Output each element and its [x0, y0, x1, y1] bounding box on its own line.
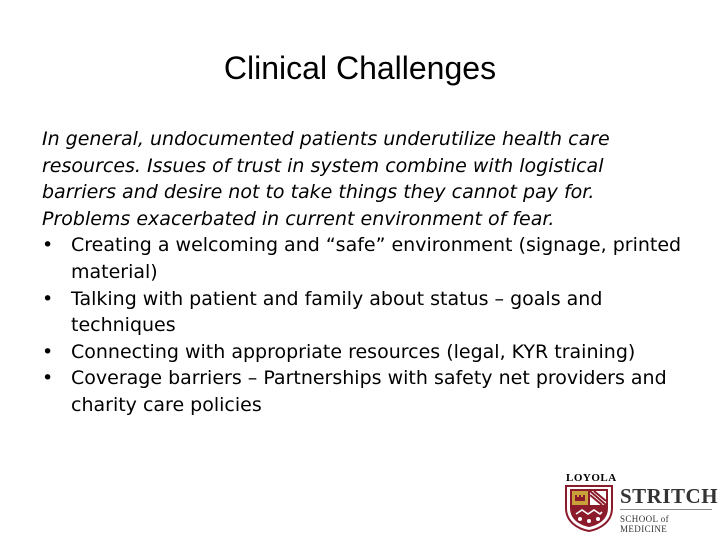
bullet-text: Coverage barriers – Partnerships with safety net providers and charity care policies: [71, 367, 667, 416]
bullet-text: Connecting with appropriate resources (legal, KYR training): [71, 340, 636, 363]
bullet-item: [42, 232, 682, 285]
bullet-marker: •: [42, 340, 54, 363]
logo-divider: [620, 509, 712, 510]
logo-university-name: LOYOLA: [566, 472, 617, 484]
university-seal-icon: [562, 484, 616, 532]
bullet-list: [42, 232, 682, 418]
stritch-school-logo: [560, 472, 719, 534]
slide-title: Clinical Challenges: [223, 50, 497, 86]
slide-body: [42, 126, 682, 419]
bullet-marker: •: [42, 287, 54, 310]
bullet-text: Creating a welcoming and “safe” environment (signage, printed material): [71, 234, 682, 283]
bullet-item: [42, 339, 682, 366]
bullet-text: Talking with patient and family about status – goals and techniques: [71, 287, 603, 337]
bullet-marker: •: [42, 234, 54, 257]
logo-school-name: SCHOOL of MEDICINE: [620, 514, 670, 534]
intro-paragraph: In general, undocumented patients underutilize health care resources. Issues of trust in system combine with logistical barriers and desire not to take things they cannot pay for. Problems exacerbated in current environment of fear.: [42, 128, 610, 230]
logo-stritch-wordmark: STRITCH: [620, 484, 719, 508]
bullet-item: [42, 286, 682, 339]
bullet-item: [42, 365, 682, 418]
bullet-marker: •: [42, 367, 54, 390]
